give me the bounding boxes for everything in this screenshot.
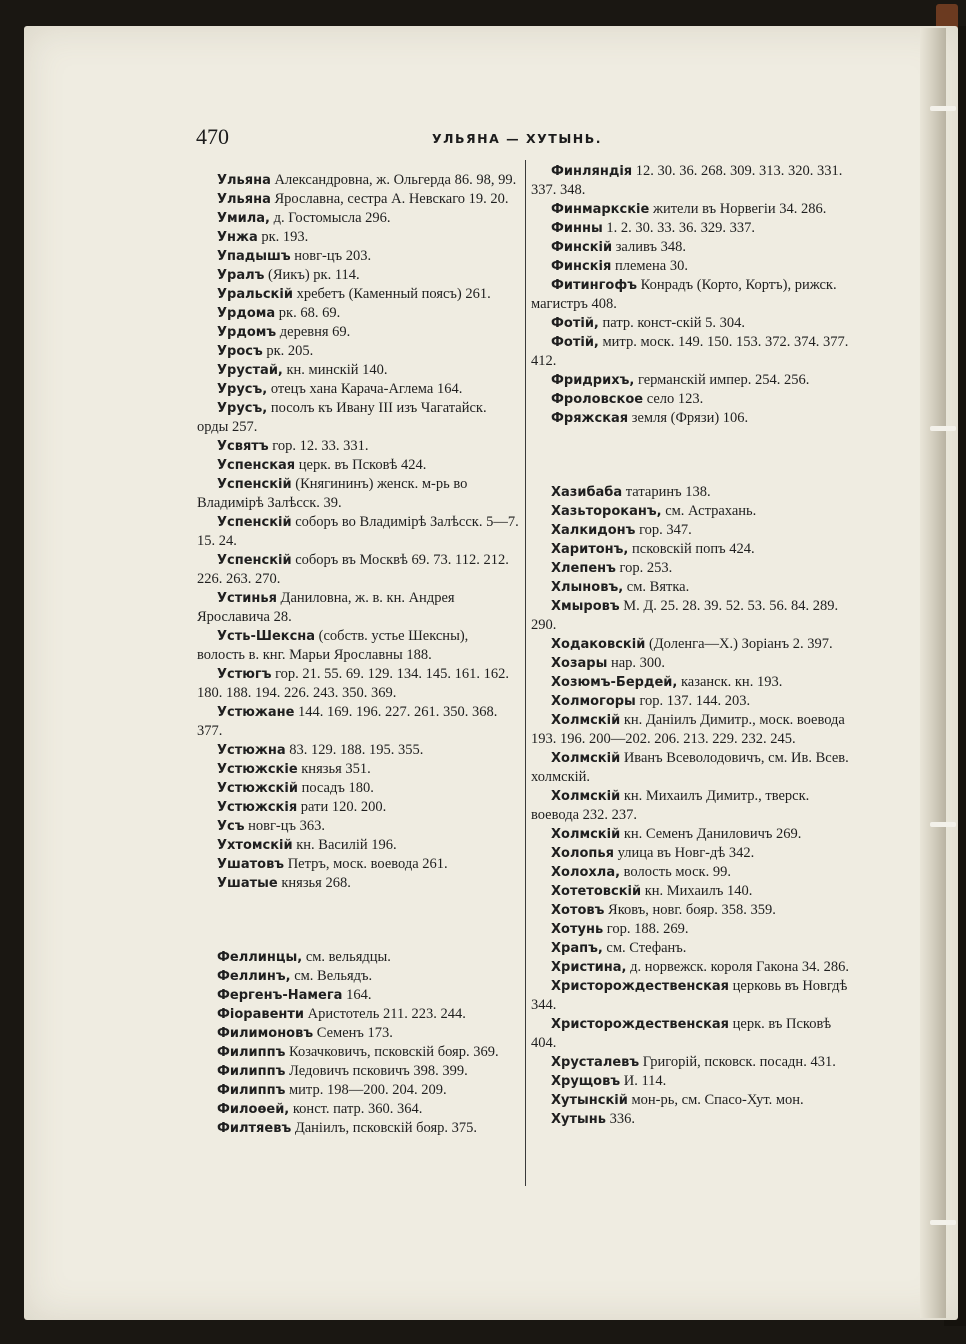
entry-headword: Филиппъ — [217, 1045, 286, 1060]
index-entry — [531, 502, 855, 521]
entry-text: И. 114. — [620, 1073, 667, 1089]
entry-headword: Хотунь — [551, 922, 604, 937]
entry-headword: Умила, — [217, 211, 270, 226]
entry-headword: Филоѳей, — [217, 1102, 290, 1117]
index-entry — [531, 597, 855, 635]
entry-headword: Устюжскіе — [217, 762, 298, 777]
index-entry — [531, 901, 855, 920]
entry-text: Козачковичъ, псковскій бояр. 369. — [285, 1044, 499, 1060]
index-entry — [531, 521, 855, 540]
entry-text: (Доленга—Х.) Зоріанъ 2. 397. — [645, 636, 833, 652]
entry-text: Аристотель 211. 223. 244. — [304, 1006, 466, 1022]
index-entry — [197, 475, 519, 513]
entry-headword: Усвятъ — [217, 439, 269, 454]
index-entry — [197, 247, 519, 266]
entry-text: д. Гостомысла 296. — [270, 210, 391, 226]
entry-text: Александровна, ж. Ольгерда 86. 98, 99. — [270, 172, 517, 188]
entry-text: патр. конст-скій 5. 304. — [598, 315, 746, 331]
entry-text: гор. 188. 269. — [603, 921, 689, 937]
entry-text: деревня 69. — [276, 324, 351, 340]
entry-text: Ледовичъ псковичъ 398. 399. — [285, 1063, 468, 1079]
entry-headword: Устюгъ — [217, 667, 272, 682]
entry-headword: Успенскій — [217, 477, 292, 492]
entry-text: см. Вятка. — [623, 579, 690, 595]
index-entry — [531, 314, 855, 333]
entry-text: рк. 193. — [257, 229, 309, 245]
entry-headword: Фотій, — [551, 316, 599, 331]
entry-headword: Финскій — [551, 240, 613, 255]
index-entry — [197, 986, 519, 1005]
index-entry — [197, 190, 519, 209]
entry-headword: Фряжская — [551, 411, 629, 426]
entry-headword: Фотій, — [551, 335, 599, 350]
entry-text: 12. 30. 36. 268. 309. 313. 320. 331. 337. 348. — [531, 163, 843, 198]
entry-text: рк. 205. — [262, 343, 314, 359]
entry-headword: Холмскій — [551, 713, 621, 728]
entry-headword: Хрущовъ — [551, 1074, 621, 1089]
index-entry — [197, 228, 519, 247]
entry-headword: Усть-Шексна — [217, 629, 316, 644]
index-entry — [197, 209, 519, 228]
entry-headword: Уралъ — [217, 268, 265, 283]
column-divider — [525, 160, 526, 1186]
entry-text: (собств. устье Шексны), волость в. кнг. Марьи Ярославны 188. — [197, 628, 469, 663]
index-entry — [531, 863, 855, 882]
index-entry — [197, 266, 519, 285]
index-entry — [531, 540, 855, 559]
entry-headword: Уросъ — [217, 344, 263, 359]
index-entry — [531, 977, 855, 1015]
entry-text: псковскій попъ 424. — [628, 541, 755, 557]
entry-text: гор. 21. 55. 69. 129. 134. 145. 161. 162. 180. 188. 194. 226. 243. 350. 369. — [197, 666, 510, 701]
entry-text: германскій импер. 254. 256. — [634, 372, 810, 388]
index-entry — [197, 874, 519, 893]
entry-text: М. Д. 25. 28. 39. 52. 53. 56. 84. 289. 290. — [531, 598, 839, 633]
index-entry — [531, 673, 855, 692]
index-entry — [531, 162, 855, 200]
entry-headword: Холмскій — [551, 827, 621, 842]
index-entry — [531, 939, 855, 958]
entry-text: 83. 129. 188. 195. 355. — [285, 742, 424, 758]
entry-headword: Хлепенъ — [551, 561, 616, 576]
entry-text: новг-цъ 203. — [290, 248, 372, 264]
entry-text: кн. Семенъ Даниловичъ 269. — [620, 826, 802, 842]
entry-text: кн. Михаилъ Димитр., тверск. воевода 232. 237. — [531, 788, 810, 823]
index-entry — [531, 635, 855, 654]
index-entry — [197, 342, 519, 361]
index-entry — [197, 361, 519, 380]
index-entry — [197, 380, 519, 399]
entry-text: земля (Фрязи) 106. — [628, 410, 749, 426]
index-entry — [197, 703, 519, 741]
entry-headword: Фроловское — [551, 392, 644, 407]
entry-text: волость моск. 99. — [620, 864, 731, 880]
entry-headword: Холмогоры — [551, 694, 636, 709]
index-entry — [197, 171, 519, 190]
entry-text: Семенъ 173. — [313, 1025, 393, 1041]
entry-headword: Филиппъ — [217, 1083, 286, 1098]
entry-text: племена 30. — [611, 258, 688, 274]
index-entry — [531, 1053, 855, 1072]
entry-headword: Хазибаба — [551, 485, 623, 500]
binding-pin — [930, 822, 956, 827]
entry-text: см. Астрахань. — [661, 503, 757, 519]
index-entry — [531, 578, 855, 597]
entry-text: Иванъ Всеволодовичъ, см. Ив. Всев. холмскій. — [531, 750, 849, 785]
entry-text: Ярославна, сестра А. Невскаго 19. 20. — [270, 191, 509, 207]
entry-text: посолъ къ Ивану III изъ Чагатайск. орды 257. — [197, 400, 487, 435]
index-entry — [197, 855, 519, 874]
entry-headword: Устюжскій — [217, 781, 298, 796]
entry-headword: Храпъ, — [551, 941, 603, 956]
section-gap — [531, 428, 855, 483]
entry-headword: Фергенъ-Намега — [217, 988, 343, 1003]
entry-headword: Фитингофъ — [551, 278, 638, 293]
entry-headword: Христорождественская — [551, 1017, 730, 1032]
index-entry — [531, 1110, 855, 1129]
index-entry — [531, 825, 855, 844]
entry-headword: Хутынскій — [551, 1093, 628, 1108]
index-entry — [531, 333, 855, 371]
index-entry — [197, 665, 519, 703]
entry-text: 144. 169. 196. 227. 261. 350. 368. 377. — [197, 704, 498, 739]
index-entry — [197, 437, 519, 456]
entry-text: соборъ во Владимірѣ Залѣсск. 5—7. 15. 24. — [197, 514, 519, 549]
index-entry — [197, 399, 519, 437]
entry-text: Петръ, моск. воевода 261. — [284, 856, 448, 872]
entry-headword: Холохла, — [551, 865, 621, 880]
entry-text: Конрадъ (Корто, Кортъ), рижск. магистръ 408. — [531, 277, 837, 312]
binding-pin — [930, 106, 956, 111]
entry-text: кн. Василій 196. — [292, 837, 397, 853]
index-entry — [531, 238, 855, 257]
entry-headword: Халкидонъ — [551, 523, 636, 538]
entry-headword: Хмыровъ — [551, 599, 620, 614]
entry-headword: Финмаркскіе — [551, 202, 650, 217]
entry-text: соборъ въ Москвѣ 69. 73. 112. 212. 226. 263. 270. — [197, 552, 509, 587]
running-title: УЛЬЯНА — ХУТЫНЬ. — [432, 131, 603, 146]
index-entry — [197, 285, 519, 304]
entry-text: гор. 253. — [615, 560, 673, 576]
entry-headword: Урусъ, — [217, 401, 268, 416]
index-entry — [531, 654, 855, 673]
entry-headword: Хрусталевъ — [551, 1055, 640, 1070]
entry-headword: Христорождественская — [551, 979, 730, 994]
entry-headword: Хотетовскій — [551, 884, 642, 899]
page-gutter — [920, 28, 946, 1318]
entry-text: церковь въ Новгдѣ 344. — [531, 978, 848, 1013]
index-entry — [197, 551, 519, 589]
entry-headword: Уральскій — [217, 287, 293, 302]
index-entry — [197, 779, 519, 798]
entry-headword: Успенскій — [217, 515, 292, 530]
entry-headword: Устинья — [217, 591, 277, 606]
entry-text: 164. — [342, 987, 372, 1003]
index-entry — [531, 276, 855, 314]
entry-text: митр. 198—200. 204. 209. — [285, 1082, 447, 1098]
index-entry — [531, 882, 855, 901]
index-entry — [531, 371, 855, 390]
index-entry — [531, 1091, 855, 1110]
index-entry — [531, 1072, 855, 1091]
entry-text: кн. минскій 140. — [282, 362, 388, 378]
entry-headword: Ходаковскій — [551, 637, 646, 652]
entry-text: Яковъ, новг. бояр. 358. 359. — [604, 902, 776, 918]
entry-text: новг-цъ 363. — [244, 818, 326, 834]
index-entry — [197, 760, 519, 779]
index-entry — [531, 390, 855, 409]
entry-headword: Ушатые — [217, 876, 278, 891]
entry-headword: Успенская — [217, 458, 296, 473]
entry-headword: Феллинцы, — [217, 950, 303, 965]
index-entry — [531, 257, 855, 276]
entry-headword: Устюжскія — [217, 800, 298, 815]
section-gap — [197, 893, 519, 948]
entry-headword: Устюжане — [217, 705, 295, 720]
entry-headword: Урдома — [217, 306, 276, 321]
entry-text: князья 268. — [277, 875, 351, 891]
page-number: 470 — [196, 124, 229, 149]
entry-headword: Упадышъ — [217, 249, 291, 264]
entry-headword: Фіоравенти — [217, 1007, 305, 1022]
index-entry — [197, 1024, 519, 1043]
entry-text: митр. моск. 149. 150. 153. 372. 374. 377. 412. — [531, 334, 849, 369]
entry-headword: Хутынь — [551, 1112, 606, 1127]
entry-text: заливъ 348. — [612, 239, 686, 255]
entry-headword: Урустай, — [217, 363, 283, 378]
entry-text: хребетъ (Каменный поясъ) 261. — [292, 286, 491, 302]
index-entry — [197, 323, 519, 342]
entry-text: кн. Михаилъ 140. — [641, 883, 753, 899]
index-entry — [197, 817, 519, 836]
index-entry — [197, 741, 519, 760]
index-entry — [531, 787, 855, 825]
entry-headword: Холмскій — [551, 751, 621, 766]
index-entry — [197, 1062, 519, 1081]
index-entry — [531, 483, 855, 502]
entry-text: казанск. кн. 193. — [677, 674, 783, 690]
entry-headword: Филтяевъ — [217, 1121, 292, 1136]
entry-text: гор. 137. 144. 203. — [635, 693, 751, 709]
entry-text: мон-рь, см. Спасо-Хут. мон. — [627, 1092, 804, 1108]
entry-text: см. Вельядъ. — [290, 968, 373, 984]
index-entry — [197, 798, 519, 817]
entry-text: Григорій, псковск. посадн. 431. — [639, 1054, 836, 1070]
entry-text: 336. — [606, 1111, 635, 1127]
binding-pin — [930, 1220, 956, 1225]
entry-headword: Хозары — [551, 656, 608, 671]
entry-text: нар. 300. — [607, 655, 666, 671]
index-entry — [197, 513, 519, 551]
entry-text: рати 120. 200. — [297, 799, 387, 815]
index-entry — [197, 1005, 519, 1024]
entry-text: см. Стефанъ. — [602, 940, 687, 956]
entry-text: князья 351. — [297, 761, 371, 777]
index-entry — [197, 456, 519, 475]
index-entry — [531, 559, 855, 578]
entry-text: кн. Даніилъ Димитр., моск. воевода 193. 196. 200—202. 206. 213. 229. 232. 245. — [531, 712, 845, 747]
index-entry — [197, 967, 519, 986]
entry-headword: Ухтомскій — [217, 838, 293, 853]
entry-text: церк. въ Псковѣ 424. — [295, 457, 427, 473]
entry-text: улица въ Новг-дѣ 342. — [613, 845, 755, 861]
index-entry — [531, 409, 855, 428]
index-entry — [531, 920, 855, 939]
entry-headword: Хлыновъ, — [551, 580, 624, 595]
entry-text: 1. 2. 30. 33. 36. 329. 337. — [602, 220, 755, 236]
entry-text: татаринъ 138. — [622, 484, 711, 500]
entry-headword: Хозюмъ-Бердей, — [551, 675, 678, 690]
entry-headword: Фридрихъ, — [551, 373, 635, 388]
index-entry — [197, 1043, 519, 1062]
entry-headword: Финскія — [551, 259, 612, 274]
index-entry — [197, 627, 519, 665]
entry-headword: Финны — [551, 221, 603, 236]
entry-headword: Успенскій — [217, 553, 292, 568]
index-entry — [197, 1100, 519, 1119]
entry-headword: Филиппъ — [217, 1064, 286, 1079]
index-column-left — [197, 171, 519, 1138]
entry-headword: Ульяна — [217, 192, 271, 207]
index-entry — [197, 589, 519, 627]
entry-headword: Харитонъ, — [551, 542, 629, 557]
entry-headword: Урдомъ — [217, 325, 277, 340]
entry-headword: Хазьтороканъ, — [551, 504, 662, 519]
index-column-right — [531, 162, 855, 1129]
entry-headword: Ушатовъ — [217, 857, 285, 872]
index-entry — [197, 1119, 519, 1138]
index-entry — [531, 200, 855, 219]
entry-text: д. норвежск. короля Гакона 34. 286. — [626, 959, 850, 975]
entry-headword: Унжа — [217, 230, 258, 245]
entry-headword: Холмскій — [551, 789, 621, 804]
binding-pin — [930, 426, 956, 431]
index-entry — [197, 304, 519, 323]
entry-headword: Холопья — [551, 846, 614, 861]
entry-text: гор. 12. 33. 331. — [268, 438, 369, 454]
entry-text: конст. патр. 360. 364. — [289, 1101, 423, 1117]
index-entry — [531, 711, 855, 749]
entry-text: отецъ хана Карача-Аглема 164. — [267, 381, 463, 397]
entry-headword: Филимоновъ — [217, 1026, 314, 1041]
entry-text: жители въ Норвегіи 34. 286. — [649, 201, 827, 217]
index-entry — [531, 1015, 855, 1053]
entry-headword: Хотовъ — [551, 903, 605, 918]
entry-text: гор. 347. — [635, 522, 692, 538]
entry-text: Даніилъ, псковскій бояр. 375. — [291, 1120, 478, 1136]
entry-headword: Устюжна — [217, 743, 286, 758]
index-entry — [531, 958, 855, 977]
entry-text: см. вельядцы. — [302, 949, 391, 965]
index-entry — [197, 836, 519, 855]
entry-headword: Ульяна — [217, 173, 271, 188]
entry-text: (Княгининъ) женск. м-рь во Владимірѣ Залѣсск. 39. — [197, 476, 468, 511]
entry-text: село 123. — [643, 391, 704, 407]
entry-text: церк. въ Псковѣ 404. — [531, 1016, 832, 1051]
index-entry — [531, 749, 855, 787]
entry-headword: Финляндія — [551, 164, 633, 179]
entry-text: посадъ 180. — [297, 780, 374, 796]
index-entry — [531, 692, 855, 711]
entry-headword: Феллинъ, — [217, 969, 291, 984]
entry-headword: Христина, — [551, 960, 627, 975]
index-entry — [531, 844, 855, 863]
entry-text: рк. 68. 69. — [275, 305, 341, 321]
entry-headword: Усъ — [217, 819, 245, 834]
entry-text: Даниловна, ж. в. кн. Андрея Ярославича 28. — [197, 590, 455, 625]
index-entry — [197, 948, 519, 967]
entry-headword: Урусъ, — [217, 382, 268, 397]
entry-text: (Яикъ) рк. 114. — [264, 267, 360, 283]
index-entry — [531, 219, 855, 238]
index-entry — [197, 1081, 519, 1100]
